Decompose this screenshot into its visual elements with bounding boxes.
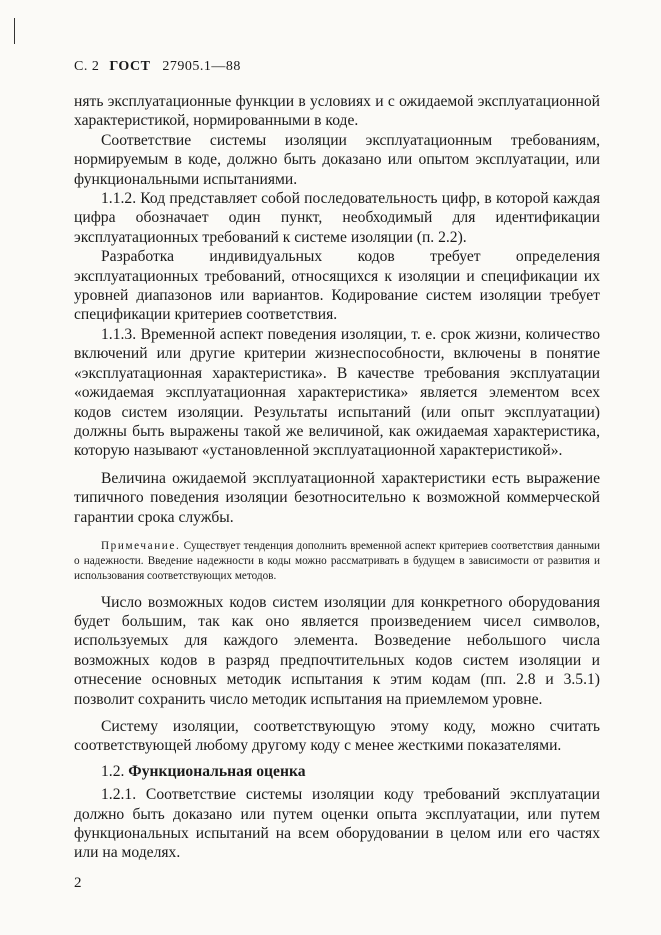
note-label: Примечание.	[101, 539, 181, 552]
paragraph-compliance: Соответствие системы изоляции эксплуатационным требованиям, нормируемым в коде, должно быть доказано или опытом эксплуатации, или функциональными испытаниями.	[74, 131, 600, 188]
paragraph-continued: нять эксплуатационные функции в условиях и с ожидаемой эксплуатационной характеристикой, нормированными в коде.	[74, 93, 600, 130]
standard-label: ГОСТ	[109, 59, 151, 74]
paragraph-1-2-1: 1.2.1. Соответствие системы изоляции коду требований эксплуатации должно быть доказано или путем оценки опыта эксплуатации, или путем функциональных испытаний на всем оборудовании в целом или его частях или на моделях.	[74, 786, 600, 862]
page-number: 2	[74, 875, 82, 891]
paragraph-1-1-2: 1.1.2. Код представляет собой последовательность цифр, в которой каждая цифра обозначает один пункт, необходимый для идентификации эксплуатационных требований к системе изоляции (п. 2.2).	[74, 190, 600, 246]
paragraph-possible-codes: Число возможных кодов систем изоляции для конкретного оборудования будет большим, так как оно является произведением чисел символов, используемых для каждого элемента. Возведение небольшого числа возможных кодов в разряд предпочтительных кодов систем изоляции и отнесение основных методик испытания к этим кодам (пп. 2.8 и 3.5.1) позволит сохранить число методик испытания на приемлемом уровне.	[74, 593, 600, 708]
paragraph-code-development: Разработка индивидуальных кодов требует определения эксплуатационных требований, относящихся к изоляции и спецификации их уровней диапазонов или вариантов. Кодирование систем изоляции требует спецификации критериев соответствия.	[74, 248, 600, 324]
page-body	[74, 92, 600, 863]
note-text: Существует тенденция дополнить временной аспект критериев соответствия данными о надежности. Введение надежности в коды можно рассматривать в будущем в зависимости от развития и использования соответствующих методов.	[74, 539, 601, 583]
paragraph-expected-characteristic: Величина ожидаемой эксплуатационной характеристики есть выражение типичного поведения изоляции безотносительно к возможной коммерческой гарантии срока службы.	[74, 469, 600, 526]
section-title: Функциональная оценка	[128, 762, 306, 780]
margin-mark	[14, 18, 15, 44]
paragraph-equivalent-code: Систему изоляции, соответствующую этому коду, можно считать соответствующей любому другому коду с менее жесткими показателями.	[74, 717, 600, 755]
paragraph-1-1-3: 1.1.3. Временной аспект поведения изоляции, т. е. срок жизни, количество включений или другие критерии жизнеспособности, включены в понятие «эксплуатационная характеристика». В качестве требования эксплуатации «ожидаемая эксплуатационная характеристика» является элементом всех кодов систем изоляции. Результаты испытаний (или опыт эксплуатации) должны быть выражены такой же величиной, как ожидаемая характеристика, которую называют «установленной эксплуатационной характеристикой».	[74, 325, 600, 460]
section-heading	[74, 762, 600, 781]
page-header	[74, 59, 241, 75]
standard-number: 27905.1—88	[162, 59, 241, 74]
section-number: 1.2.	[101, 762, 125, 780]
note	[74, 539, 600, 585]
page-label: С. 2	[74, 59, 100, 74]
